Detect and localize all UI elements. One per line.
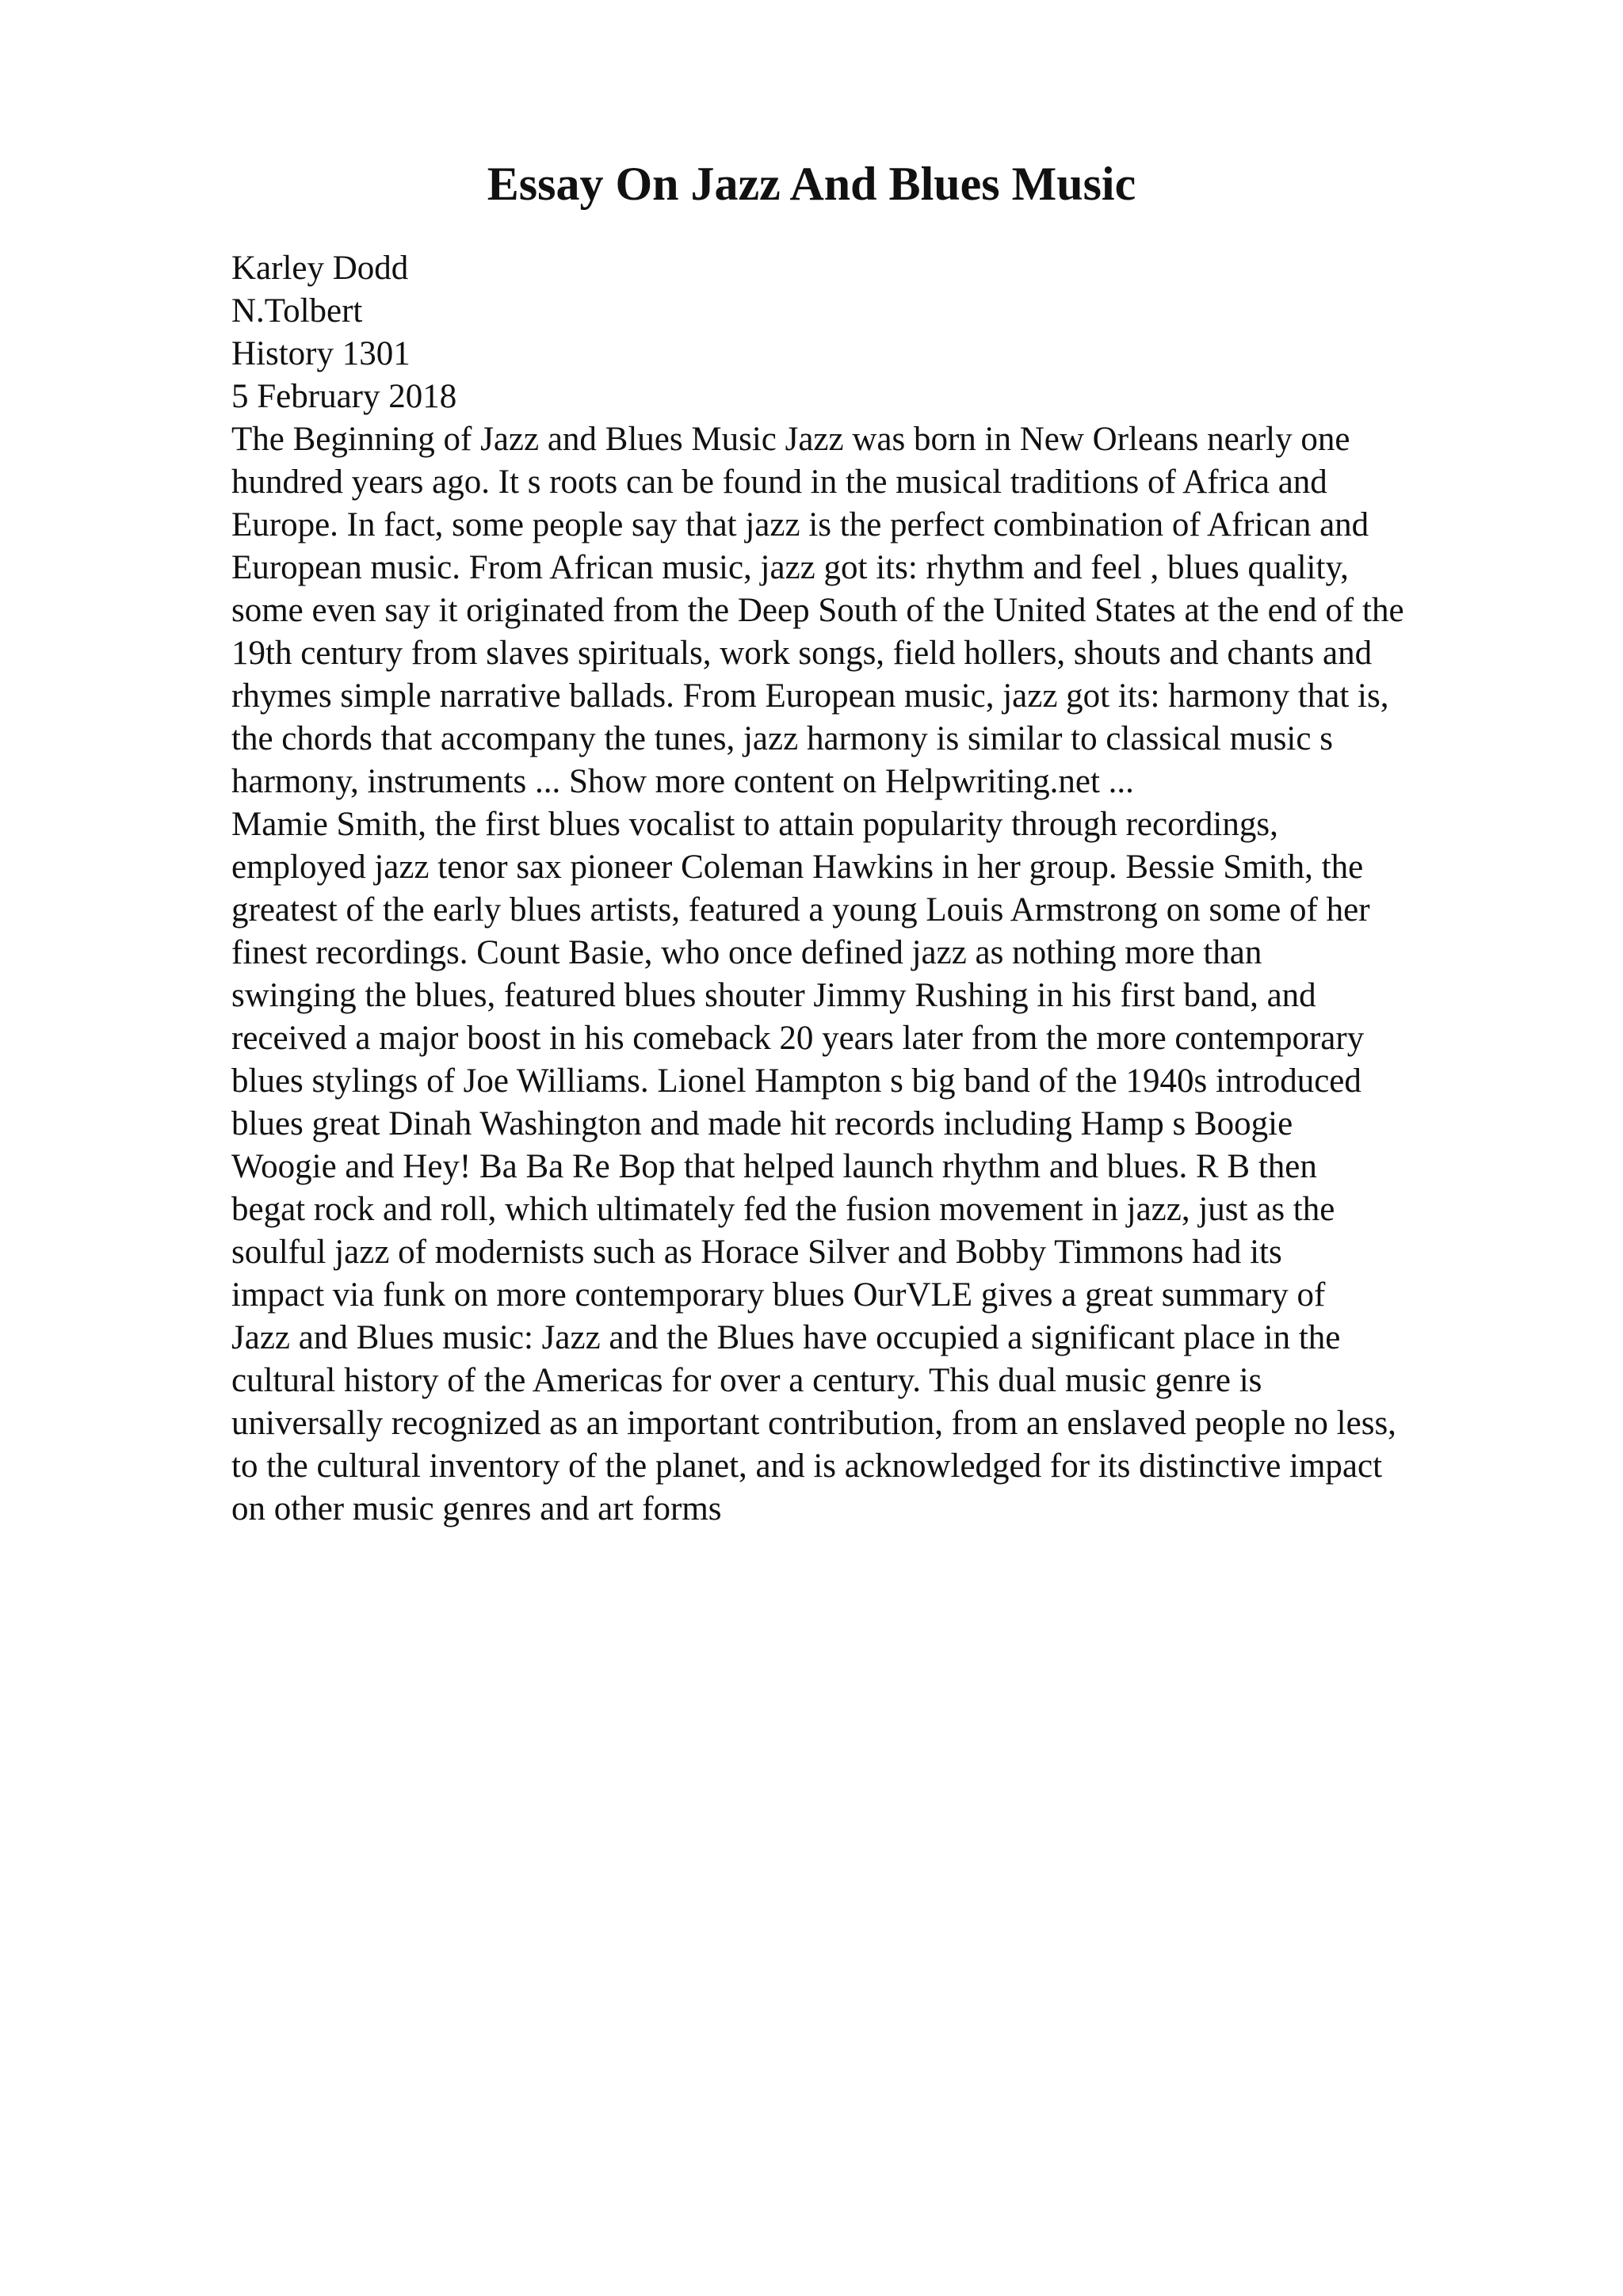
paragraph-line: European music. From African music, jazz got its: rhythm and feel , blues quality, [231, 549, 1349, 586]
paragraph-line: greatest of the early blues artists, featured a young Louis Armstrong on some of her [231, 891, 1370, 929]
author-header [231, 247, 1523, 418]
paragraph-line: 19th century from slaves spirituals, work songs, field hollers, shouts and chants and [231, 635, 1373, 672]
paragraph-line: employed jazz tenor sax pioneer Coleman Hawkins in her group. Bessie Smith, the [231, 849, 1364, 886]
paragraph-1 [231, 418, 1523, 803]
paragraph-line: received a major boost in his comeback 20 years later from the more contemporary [231, 1020, 1365, 1057]
paragraph-line: blues stylings of Joe Williams. Lionel Hampton s big band of the 1940s introduced [231, 1062, 1361, 1100]
paragraph-line: the chords that accompany the tunes, jazz harmony is similar to classical music s [231, 720, 1333, 757]
author-name: Karley Dodd [231, 250, 409, 287]
paragraph-line: on other music genres and art forms [231, 1490, 722, 1527]
paragraph-line: cultural history of the Americas for over a century. This dual music genre is [231, 1362, 1262, 1399]
paragraph-line: begat rock and roll, which ultimately fed the fusion movement in jazz, just as the [231, 1191, 1335, 1228]
paragraph-line: finest recordings. Count Basie, who once defined jazz as nothing more than [231, 934, 1262, 971]
paragraph-line: swinging the blues, featured blues shouter Jimmy Rushing in his first band, and [231, 977, 1316, 1014]
paragraph-line: harmony, instruments ... Show more content on Helpwriting.net ... [231, 763, 1134, 800]
instructor-name: N.Tolbert [231, 292, 363, 330]
paragraph-line: blues great Dinah Washington and made hit records including Hamp s Boogie [231, 1105, 1293, 1142]
paragraph-line: Woogie and Hey! Ba Ba Re Bop that helped launch rhythm and blues. R B then [231, 1148, 1317, 1185]
paragraph-line: rhymes simple narrative ballads. From European music, jazz got its: harmony that is, [231, 677, 1389, 715]
essay-date: 5 February 2018 [231, 378, 457, 415]
paragraph-line: to the cultural inventory of the planet, and is acknowledged for its distinctive impact [231, 1447, 1383, 1485]
document-body [231, 247, 1523, 1531]
paragraph-line: soulful jazz of modernists such as Horace Silver and Bobby Timmons had its [231, 1234, 1282, 1271]
paragraph-line: Europe. In fact, some people say that jazz is the perfect combination of African and [231, 506, 1369, 543]
paragraph-line: universally recognized as an important contribution, from an enslaved people no less, [231, 1405, 1396, 1442]
document-title: Essay On Jazz And Blues Music [487, 158, 1136, 210]
course-name: History 1301 [231, 335, 411, 372]
paragraph-line: Mamie Smith, the first blues vocalist to attain popularity through recordings, [231, 806, 1278, 843]
paragraph-line: The Beginning of Jazz and Blues Music Jazz was born in New Orleans nearly one [231, 421, 1350, 458]
paragraph-line: some even say it originated from the Deep South of the United States at the end of the [231, 592, 1404, 629]
paragraph-2 [231, 803, 1523, 1531]
paragraph-line: Jazz and Blues music: Jazz and the Blues have occupied a significant place in the [231, 1319, 1341, 1356]
paragraph-line: hundred years ago. It s roots can be found in the musical traditions of Africa and [231, 463, 1327, 501]
paragraph-line: impact via funk on more contemporary blues OurVLE gives a great summary of [231, 1276, 1326, 1314]
